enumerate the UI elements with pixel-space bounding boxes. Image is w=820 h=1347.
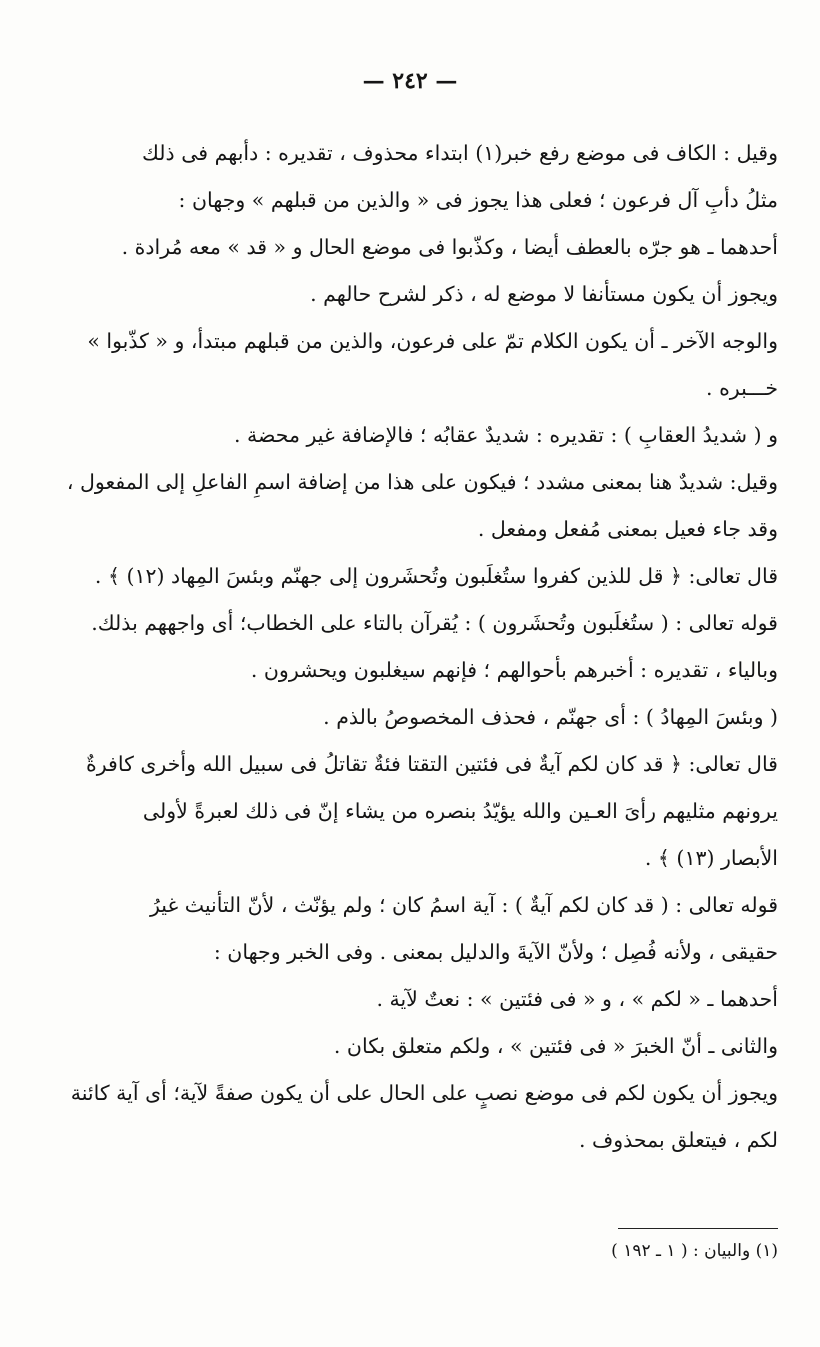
text-line: قال تعالى: ﴿ قل للذين كفروا ستُغلَبون وتُحشَرون إلى جهنّم وبئسَ المِهاد (١٢) ﴾ . [94,564,778,588]
text-line: ويجوز أن يكون لكم فى موضع نصبٍ على الحال على أن يكون صفةً لآية؛ أى آية كائنة [70,1081,778,1105]
text-line: أحدهما ـ « لكم » ، و « فى فئتين » : نعتٌ لآية . [376,987,778,1011]
text-line: قوله تعالى : ( ستُغلَبون وتُحشَرون ) : يُقرآن بالتاء على الخطاب؛ أى واجههم بذلك. [91,611,778,635]
text-line: حقيقى ، ولأنه فُصِل ؛ ولأنّ الآيةَ والدليل بمعنى . وفى الخبر وجهان : [213,940,778,964]
text-line: أحدهما ـ هو جرّه بالعطف أيضا ، وكذّبوا فى موضع الحال و « قد » معه مُرادة . [121,235,778,259]
footnote-separator [618,1228,778,1229]
text-line: ويجوز أن يكون مستأنفا لا موضع له ، ذكر لشرح حالهم . [310,282,778,306]
page-number: — ٢٤٢ — [362,68,458,94]
text-line: والثانى ـ أنّ الخبرَ « فى فئتين » ، ولكم متعلق بكان . [333,1034,778,1058]
text-line: قوله تعالى : ( قد كان لكم آيةٌ ) : آية اسمُ كان ؛ ولم يؤنّث ، لأنّ التأنيث غيرُ [149,893,778,917]
text-line: الأبصار (١٣) ﴾ . [644,846,778,870]
text-line: ( وبئسَ المِهادُ ) : أى جهنّم ، فحذف المخصوصُ بالذم . [323,705,778,729]
text-line: يرونهم مثليهم رأىَ العـين والله يؤيّدُ بنصره من يشاء إنّ فى ذلك لعبرةً لأولى [142,799,778,823]
text-line: وبالياء ، تقديره : أخبرهم بأحوالهم ؛ فإنهم سيغلبون ويحشرون . [250,658,778,682]
text-line: قال تعالى: ﴿ قد كان لكم آيةٌ فى فئتين التقتا فئةٌ تقاتلُ فى سبيل الله وأخرى كافرةٌ [86,752,778,776]
footnote: (١) والبيان : ( ١ ـ ١٩٢ ) [611,1241,778,1261]
text-line: والوجه الآخر ـ أن يكون الكلام تمّ على فرعون، والذين من قبلهم مبتدأ، و « كذّبوا » [87,329,778,353]
text-line: و ( شديدُ العقابِ ) : تقديره : شديدٌ عقابُه ؛ فالإضافة غير محضة . [233,423,778,447]
text-line: وقد جاء فعيل بمعنى مُفعل ومفعل . [477,517,778,541]
text-line: مثلُ دأبِ آل فرعون ؛ فعلى هذا يجوز فى « والذين من قبلهم » وجهان : [178,188,778,212]
text-line: وقيل: شديدٌ هنا بمعنى مشدد ؛ فيكون على هذا من إضافة اسمِ الفاعلِ إلى المفعول ، [66,470,778,494]
text-line: خـــبره . [706,376,778,400]
text-line: وقيل : الكاف فى موضع رفع خبر(١) ابتداء محذوف ، تقديره : دأبهم فى ذلك [142,141,778,165]
text-line: لكم ، فيتعلق بمحذوف . [578,1128,778,1152]
text-body [40,130,778,1164]
